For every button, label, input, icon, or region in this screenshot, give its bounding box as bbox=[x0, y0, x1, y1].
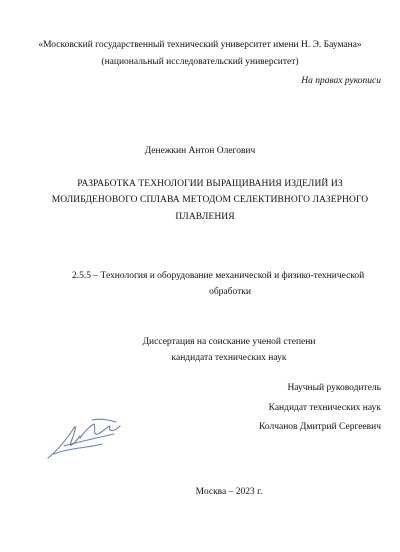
author-name: Денежкин Антон Олегович bbox=[144, 146, 256, 156]
institution-subtitle: (национальный исследовательский университет) bbox=[101, 57, 299, 67]
thesis-title-line: РАЗРАБОТКА ТЕХНОЛОГИИ ВЫРАЩИВАНИЯ ИЗДЕЛИЙ ИЗ bbox=[77, 179, 343, 189]
specialty-line: 2.5.5 – Технология и оборудование механической и физико-технической bbox=[72, 271, 365, 281]
supervisor-name: Колчанов Дмитрий Сергеевич bbox=[258, 422, 381, 432]
thesis-title-line: МОЛИБДЕНОВОГО СПЛАВА МЕТОДОМ СЕЛЕКТИВНОГО ЛАЗЕРНОГО bbox=[51, 195, 369, 205]
manuscript-note: На правах рукописи bbox=[301, 76, 381, 86]
handwritten-signature bbox=[44, 414, 134, 462]
thesis-title-line: ПЛАВЛЕНИЯ bbox=[175, 212, 235, 222]
signature-stroke bbox=[80, 424, 120, 438]
supervisor-degree: Кандидат технических наук bbox=[268, 403, 381, 413]
city-year-footer: Москва – 2023 г. bbox=[195, 487, 263, 497]
dissertation-type-line: кандидата технических наук bbox=[171, 353, 287, 363]
dissertation-type-line: Диссертация на соискание ученой степени bbox=[142, 337, 316, 347]
supervisor-role: Научный руководитель bbox=[287, 383, 381, 393]
institution-name: «Московский государственный технический университет имени Н. Э. Баумана» bbox=[38, 40, 362, 50]
signature-stroke bbox=[48, 427, 80, 458]
signature-stroke bbox=[92, 419, 116, 422]
specialty-line: обработки bbox=[209, 287, 251, 297]
